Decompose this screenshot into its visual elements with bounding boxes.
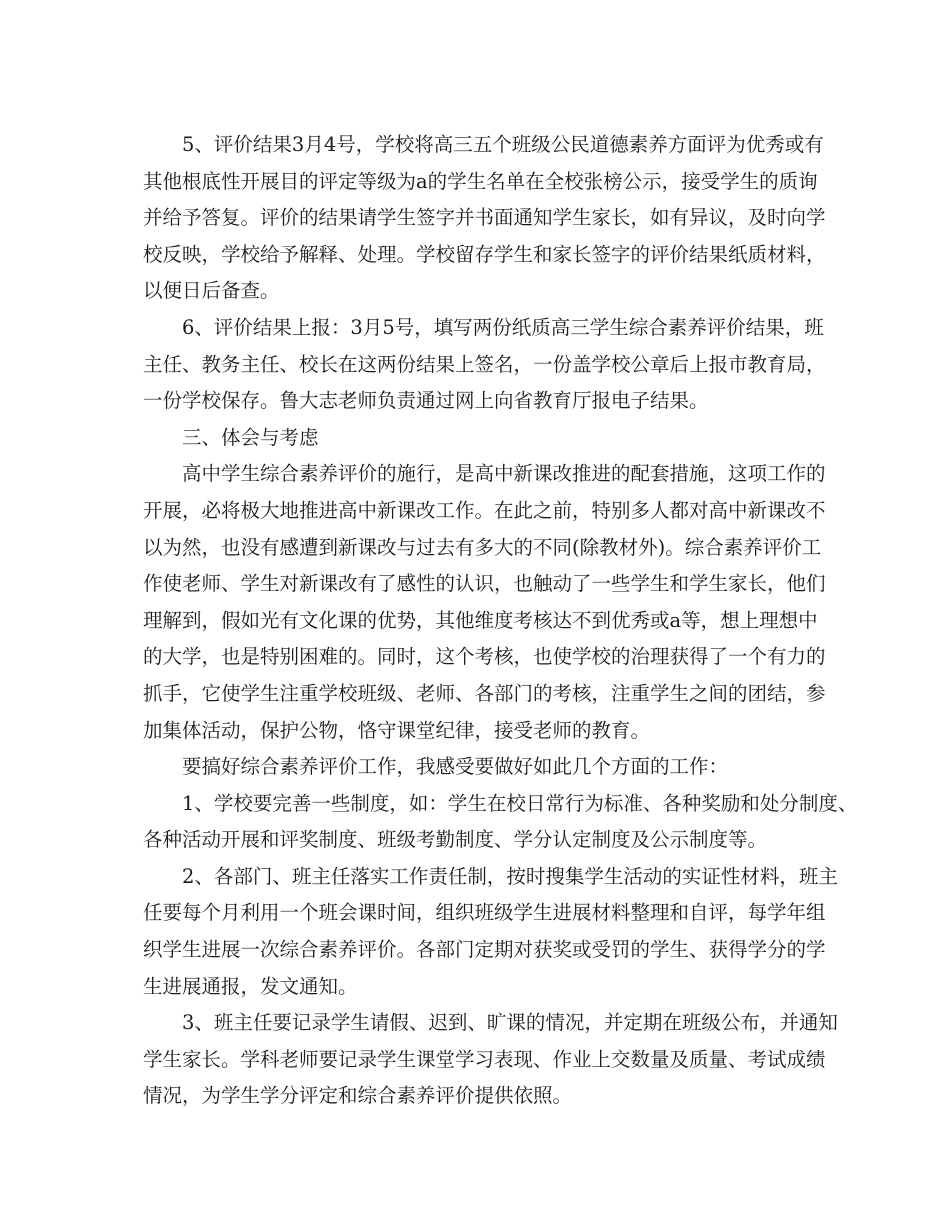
text-line-23: 织学生进展一次综合素养评价。各部门定期对获奖或受罚的学生、获得学分的学 <box>143 938 826 962</box>
text-line-5: 以便日后备查。 <box>143 279 280 303</box>
section-heading: 三、体会与考虑 <box>182 425 319 449</box>
text-line-14: 理解到，假如光有文化课的优势，其他维度考核达不到优秀或a等，想上理想中 <box>143 608 818 632</box>
text-line-6: 6、评价结果上报：3月5号，填写两份纸质高三学生综合素养评价结果，班 <box>182 315 824 339</box>
text-line-1: 5、评价结果3月4号，学校将高三五个班级公民道德素养方面评为优秀或有 <box>182 133 824 156</box>
text-line-12: 以为然，也没有感遭到新课改与过去有多大的不同(除教材外)。综合素养评价工 <box>143 535 822 559</box>
text-line-4: 校反映，学校给予解释、处理。学校留存学生和家长签字的评价结果纸质材料， <box>143 242 826 266</box>
text-line-2: 其他根底性开展目的评定等级为a的学生名单在全校张榜公示，接受学生的质询 <box>143 169 818 193</box>
document-body <box>143 127 858 1115</box>
text-line-22: 任要每个月利用一个班会课时间，组织班级学生进展材料整理和自评，每学年组 <box>143 901 826 925</box>
text-line-25: 3、班主任要记录学生请假、迟到、旷课的情况，并定期在班级公布，并通知 <box>182 1011 838 1035</box>
text-line-13: 作使老师、学生对新课改有了感性的认识，也触动了一些学生和学生家长，他们 <box>143 572 826 596</box>
text-line-16: 抓手，它使学生注重学校班级、老师、各部门的考核，注重学生之间的团结，参 <box>143 681 826 705</box>
text-line-10: 高中学生综合素养评价的施行，是高中新课改推进的配套措施，这项工作的 <box>182 462 826 486</box>
text-line-20: 各种活动开展和评奖制度、班级考勤制度、学分认定制度及公示制度等。 <box>143 828 768 852</box>
text-line-11: 开展，必将极大地推进高中新课改工作。在此之前，特别多人都对高中新课改不 <box>143 498 826 522</box>
text-line-27: 情况，为学生学分评定和综合素养评价提供依照。 <box>143 1084 573 1108</box>
text-line-7: 主任、教务主任、校长在这两份结果上签名，一份盖学校公章后上报市教育局， <box>143 352 826 376</box>
text-line-8: 一份学校保存。鲁大志老师负责通过网上向省教育厅报电子结果。 <box>143 389 709 413</box>
text-line-15: 的大学，也是特别困难的。同时，这个考核，也使学校的治理获得了一个有力的 <box>143 645 826 669</box>
text-line-3: 并给予答复。评价的结果请学生签字并书面通知学生家长，如有异议，及时向学 <box>143 206 826 230</box>
text-line-19: 1、学校要完善一些制度，如：学生在校日常行为标准、各种奖励和处分制度、 <box>182 791 858 815</box>
text-line-24: 生进展通报，发文通知。 <box>143 974 358 998</box>
text-line-26: 学生家长。学科老师要记录学生课堂学习表现、作业上交数量及质量、考试成绩 <box>143 1047 826 1071</box>
text-line-17: 加集体活动，保护公物，恪守课堂纪律，接受老师的教育。 <box>143 718 651 742</box>
text-line-18: 要搞好综合素养评价工作，我感受要做好如此几个方面的工作： <box>182 755 729 779</box>
text-line-21: 2、各部门、班主任落实工作责任制，按时搜集学生活动的实证性材料，班主 <box>182 864 838 888</box>
